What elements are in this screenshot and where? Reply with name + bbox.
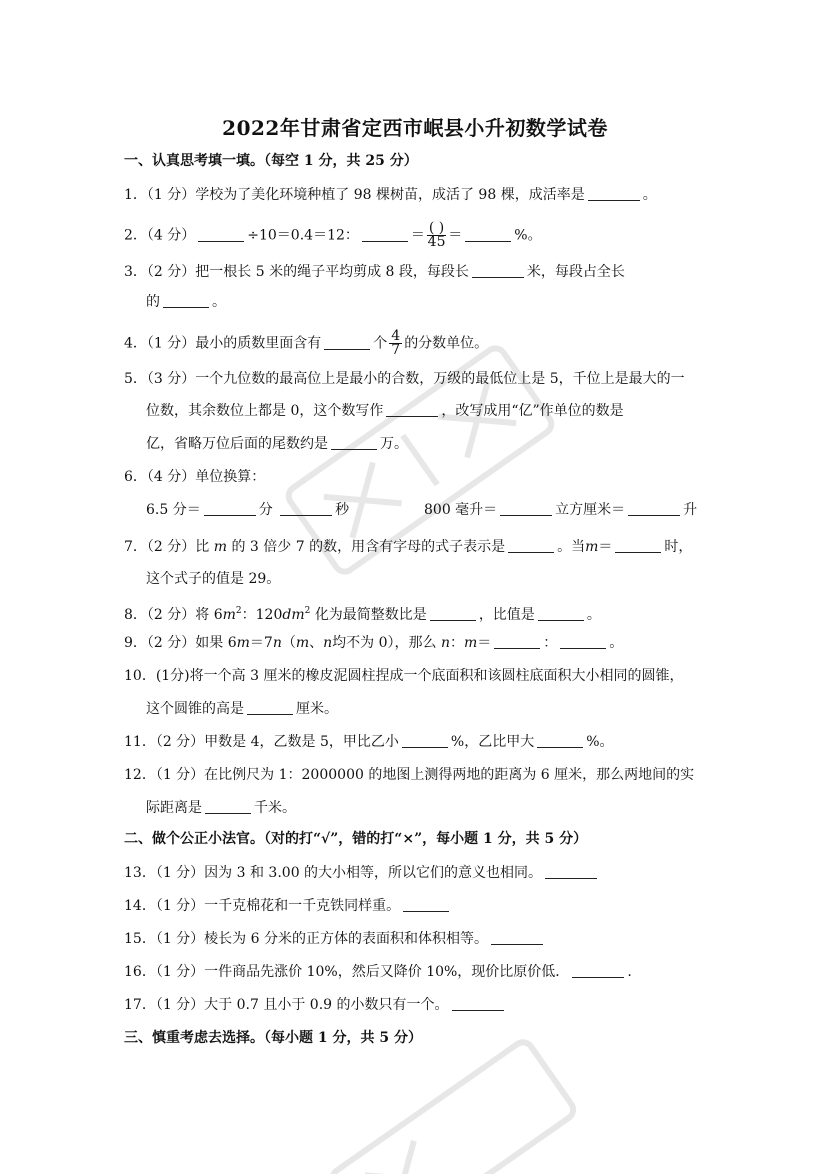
answer-blank[interactable] — [430, 606, 476, 621]
answer-blank[interactable] — [204, 501, 256, 516]
answer-blank[interactable] — [403, 897, 449, 912]
question-3: 3．（2 分）把一根长 5 米的绳子平均剪成 8 段，每段长 米，每段占全长 — [124, 264, 625, 280]
question-6-cont-right: 800 毫升＝ 立方厘米＝ 升 — [424, 502, 698, 518]
answer-blank[interactable] — [628, 501, 680, 516]
answer-blank[interactable] — [472, 263, 524, 278]
question-10: 10．(1分)将一个高 3 厘米的橡皮泥圆柱捏成一个底面积和该圆柱底面积大小相同的圆锥， — [124, 668, 684, 684]
answer-blank[interactable] — [491, 930, 543, 945]
answer-blank[interactable] — [452, 996, 504, 1011]
page-title: 2022年甘肃省定西市岷县小升初数学试卷 — [222, 116, 608, 140]
section-heading-2: 二、做个公正小法官。（对的打“√”，错的打“×”，每小题 1 分，共 5 分） — [124, 831, 588, 847]
answer-blank[interactable] — [538, 606, 584, 621]
question-16: 16．（1 分）一件商品先涨价 10%，然后又降价 10%，现价比原价低． . — [124, 964, 632, 980]
question-4: 4．（1 分）最小的质数里面含有 个 $\frac{4}{7}$ 的分数单位。 — [124, 328, 489, 358]
answer-blank[interactable] — [163, 293, 209, 308]
watermark-stamp-icon — [230, 270, 610, 650]
question-13: 13．（1 分）因为 3 和 3.00 的大小相等，所以它们的意义也相同。 — [124, 863, 600, 883]
answer-blank[interactable] — [324, 335, 370, 350]
fraction: $\frac{( )}{45}$ — [427, 220, 446, 250]
question-5-cont: 位数，其余数位上都是 0，这个数写作 ，改写成用“亿”作单位的数是 — [146, 403, 624, 419]
question-6: 6．（4 分）单位换算： — [124, 469, 266, 485]
answer-blank[interactable] — [331, 435, 377, 450]
question-5-cont2: 亿，省略万位后面的尾数约是 万。 — [146, 436, 408, 452]
question-12-cont: 际距离是 千米。 — [146, 800, 296, 816]
answer-blank[interactable] — [508, 538, 554, 553]
question-10-cont: 这个圆锥的高是 厘米。 — [146, 701, 338, 717]
answer-blank[interactable] — [537, 733, 583, 748]
question-11: 11．（2 分）甲数是 4，乙数是 5，甲比乙小 %，乙比甲大 %。 — [124, 734, 614, 750]
question-7: 7．（2 分）比 m 的 3 倍少 7 的数，用含有字母的式子表示是 。当m＝ 时， — [124, 539, 693, 555]
question-14: 14．（1 分）一千克棉花和一千克铁同样重。 — [124, 896, 452, 916]
answer-blank[interactable] — [500, 501, 552, 516]
question-9: 9．（2 分）如果 6m＝7n（m、n均不为 0），那么 n：m＝ ： 。 — [124, 635, 624, 651]
question-7-cont: 这个式子的值是 29。 — [146, 571, 281, 587]
answer-blank[interactable] — [280, 501, 332, 516]
answer-blank[interactable] — [545, 864, 597, 879]
answer-blank[interactable] — [198, 227, 244, 242]
question-2: 2．（4 分） ÷10＝0.4＝12： ＝ $\frac{( )}{45}$ ＝ %。 — [124, 220, 542, 250]
answer-blank[interactable] — [465, 227, 511, 242]
answer-blank[interactable] — [615, 538, 661, 553]
answer-blank[interactable] — [386, 402, 438, 417]
answer-blank[interactable] — [205, 799, 251, 814]
answer-blank[interactable] — [494, 634, 540, 649]
answer-blank[interactable] — [247, 700, 293, 715]
section-heading-1: 一、认真思考填一填。（每空 1 分，共 25 分） — [124, 153, 418, 169]
section-heading-3: 三、慎重考虑去选择。（每小题 1 分，共 5 分） — [124, 1030, 422, 1046]
question-17: 17．（1 分）大于 0.7 且小于 0.9 的小数只有一个。 — [124, 995, 507, 1015]
fraction: $\frac{4}{7}$ — [391, 328, 401, 358]
answer-blank[interactable] — [402, 733, 448, 748]
question-8: 8．（2 分）将 $6m^2$：$120dm^2$ 化为最简整数比是 ，比值是 。 — [124, 606, 601, 623]
question-12: 12．（1 分）在比例尺为 1：2000000 的地图上测得两地的距离为 6 厘米，那么两地间的实 — [124, 767, 695, 783]
question-5: 5．（3 分）一个九位数的最高位上是最小的合数，万级的最低位上是 5，千位上是最大的一 — [124, 371, 685, 387]
question-6-cont: 6.5 分＝ 分 秒 — [146, 502, 350, 518]
answer-blank[interactable] — [362, 227, 408, 242]
answer-blank[interactable] — [588, 186, 640, 201]
question-1: 1．（1 分）学校为了美化环境种植了 98 棵树苗，成活了 98 棵，成活率是 。 — [124, 187, 657, 203]
question-3-cont: 的 。 — [146, 294, 226, 310]
answer-blank[interactable] — [572, 963, 624, 978]
question-15: 15．（1 分）棱长为 6 分米的正方体的表面积和体积相等。 — [124, 929, 546, 949]
answer-blank[interactable] — [560, 634, 606, 649]
